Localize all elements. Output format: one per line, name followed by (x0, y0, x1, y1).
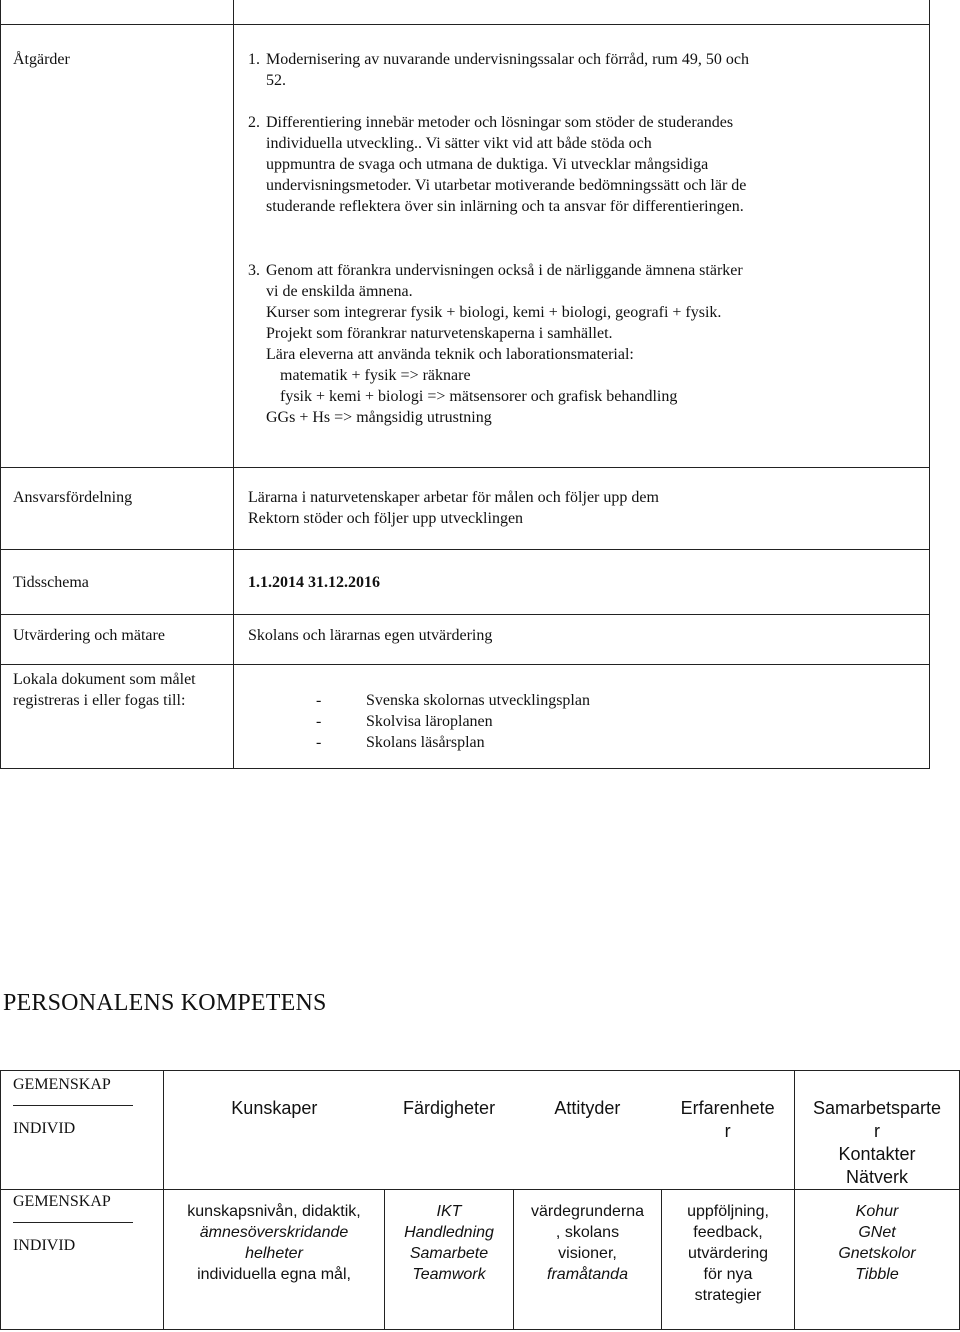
gemenskap-individ-cell: GEMENSKAP INDIVID (1, 1190, 164, 1330)
content-lokala (234, 665, 930, 769)
cell-attityder: värdegrunderna , skolans visioner, framåtanda (514, 1190, 662, 1330)
content-utvardering: Skolans och lärarnas egen utvärdering (234, 615, 930, 665)
label-ansvar: Ansvarsfördelning (1, 468, 234, 550)
kompetens-table (0, 1070, 960, 1330)
list-item: 1. Modernisering av nuvarande undervisningssalar och förråd, rum 49, 50 och 52. (248, 51, 749, 89)
row-tidsschema (1, 550, 930, 615)
header-attityder: Attityder (554, 1098, 621, 1118)
content-tidsschema: 1.1.2014 31.12.2016 (234, 550, 930, 615)
border-line (233, 0, 234, 24)
cell-fardigheter: IKT Handledning Samarbete Teamwork (385, 1190, 514, 1330)
border-line (0, 0, 1, 24)
label-utvardering: Utvärdering och mätare (1, 615, 234, 665)
content-ansvar: Lärarna i naturvetenskaper arbetar för målen och följer upp dem Rektorn stöder och följer upp utvecklingen (234, 468, 930, 550)
header-erfarenheter: Erfarenhete r (680, 1098, 775, 1141)
gemenskap-individ-cell: GEMENSKAP INDIVID (1, 1071, 164, 1190)
header-group-cell (164, 1071, 795, 1190)
list-item: 3. Genom att förankra undervisningen också i de närliggande ämnena stärker vi de enskilda ämnena. Kurser som integrerar fysik + biologi, kemi + biologi, geografi + fysik. Projekt som förankrar naturvetenskaperna i samhället. Lära eleverna att använda teknik och laborationsmaterial: matematik + fysik => räknare fysik + kemi + biologi => mätsensorer och grafisk behandling GGs + Hs => mångsidig utrustning (248, 262, 743, 426)
underline (13, 1105, 133, 1106)
border-line (929, 0, 930, 24)
list-item: 2. Differentiering innebär metoder och lösningar som stöder de studerandes individuella utveckling.. Vi sätter vikt vid att både stöda och uppmuntra de svaga och utmana de duktiga. Vi utvecklar mångsidiga undervisningsmetoder. Vi utarbetar motiverande bedömningssätt och lär de studerande reflektera över sin inlärning och ta ansvar för differentieringen. (248, 114, 747, 215)
plan-table (0, 24, 930, 769)
row-atgarder (1, 25, 930, 468)
underline (13, 1222, 133, 1223)
cell-erfarenheter: uppföljning, feedback, utvärdering för nya strategier (662, 1190, 795, 1330)
row-utvardering (1, 615, 930, 665)
list-item: - Svenska skolornas utvecklingsplan (316, 692, 590, 709)
header-fardigheter: Färdigheter (403, 1098, 496, 1118)
cell-kunskaper: kunskapsnivån, didaktik, ämnesöverskridande helheter individuella egna mål, (164, 1190, 385, 1330)
kompetens-content-row (1, 1190, 960, 1330)
label-atgarder: Åtgärder (1, 25, 234, 468)
previous-table-strip (0, 0, 960, 24)
header-kunskaper: Kunskaper (231, 1098, 318, 1118)
header-samarbete: Samarbetsparte r Kontakter Nätverk (795, 1071, 960, 1190)
list-item: - Skolvisa läroplanen (316, 713, 493, 730)
label-tidsschema: Tidsschema (1, 550, 234, 615)
kompetens-header-row (1, 1071, 960, 1190)
cell-samarbete: Kohur GNet Gnetskolor Tibble (795, 1190, 960, 1330)
content-atgarder (234, 25, 930, 468)
row-ansvar (1, 468, 930, 550)
section-heading: PERSONALENS KOMPETENS (3, 990, 327, 1016)
list-item: - Skolans läsårsplan (316, 734, 485, 751)
label-lokala: Lokala dokument som målet registreras i eller fogas till: (1, 665, 234, 769)
row-lokala (1, 665, 930, 769)
